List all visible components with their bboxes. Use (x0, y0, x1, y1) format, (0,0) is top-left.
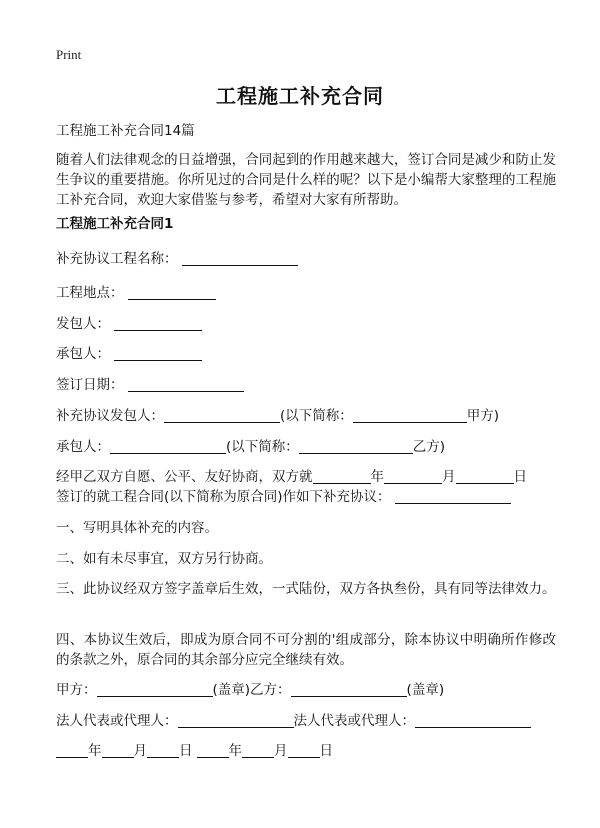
agreement-day-label: 日 (513, 469, 527, 485)
clause-3: 三、此协议经双方签字盖章后生效，一式陆份，双方各执叁份，具有同等法律效力。 (56, 581, 556, 597)
project-name-field (56, 249, 298, 269)
employer-abbr-label: (以下简称： (280, 408, 353, 424)
party-b-blank (291, 682, 407, 697)
employer-party-line (56, 406, 499, 426)
employer-abbr-blank (353, 408, 467, 423)
date-a-month-blank (102, 743, 134, 758)
agreement-year-label: 年 (370, 469, 384, 485)
date-b-month-label: 月 (274, 743, 288, 759)
contractor-abbr-label: (以下简称： (226, 439, 299, 455)
agreement-text-2: 签订的就工程合同(以下简称为原合同)作如下补充协议： (56, 489, 391, 505)
rep-a-blank (178, 713, 294, 728)
contractor-party-line (56, 437, 445, 457)
agreement-month-blank (384, 469, 442, 484)
date-b-year-label: 年 (228, 743, 242, 759)
location-label: 工程地点： (56, 285, 124, 301)
contractor-abbr-blank (299, 439, 413, 454)
sign-date-field (56, 375, 244, 395)
employer-party-blank (164, 408, 280, 423)
document-subtitle: 工程施工补充合同14篇 (56, 123, 195, 139)
date-b-year-blank (197, 743, 229, 758)
contractor-field (56, 344, 202, 364)
contractor-party-blank (110, 439, 226, 454)
agreement-year-blank (313, 469, 371, 484)
employer-role: 甲方) (466, 408, 500, 424)
date-a-day-label: 日 (179, 743, 193, 759)
agreement-line-1 (56, 467, 527, 487)
party-a-blank (97, 682, 213, 697)
contractor-label: 承包人： (56, 346, 110, 362)
employer-label: 发包人： (56, 316, 110, 332)
rep-b-label: 法人代表或代理人： (293, 713, 415, 729)
date-a-year-label: 年 (88, 743, 102, 759)
contractor-role: 乙方) (412, 439, 446, 455)
date-b-month-blank (242, 743, 274, 758)
date-a-year-blank (56, 743, 88, 758)
contractor-party-label: 承包人： (56, 439, 110, 455)
date-a-day-blank (147, 743, 179, 758)
project-name-blank (182, 251, 298, 266)
agreement-day-blank (456, 469, 514, 484)
signature-date-row (56, 741, 333, 761)
print-link[interactable]: Print (56, 47, 82, 62)
party-b-label: 乙方： (250, 682, 291, 698)
agreement-line-2 (56, 487, 511, 507)
rep-b-blank (415, 713, 531, 728)
date-a-month-label: 月 (133, 743, 147, 759)
project-name-label: 补充协议工程名称： (56, 251, 178, 267)
party-a-label: 甲方： (56, 682, 97, 698)
intro-paragraph: 随着人们法律观念的日益增强，合同起到的作用越来越大，签订合同是减少和防止发生争议的重要措施。你所见过的合同是什么样的呢？以下是小编帮大家整理的工程施工补充合同，欢迎大家借鉴与参考，希望对大家有所帮助。 (56, 152, 556, 208)
employer-blank (114, 316, 202, 331)
document-title: 工程施工补充合同 (216, 84, 384, 108)
employer-party-label: 补充协议发包人： (56, 408, 164, 424)
clause-2: 二、如有未尽事宜，双方另行协商。 (56, 551, 272, 567)
rep-a-label: 法人代表或代理人： (56, 713, 178, 729)
section-heading: 工程施工补充合同1 (56, 216, 174, 232)
employer-field (56, 314, 202, 334)
agreement-subject-blank (395, 489, 511, 504)
location-field (56, 283, 216, 303)
clause-1: 一、写明具体补充的内容。 (56, 520, 218, 536)
seal-a-label: (盖章) (212, 682, 251, 698)
date-b-day-blank (288, 743, 320, 758)
signature-rep-line (56, 711, 531, 731)
agreement-text: 经甲乙双方自愿、公平、友好协商，双方就 (56, 469, 313, 485)
sign-date-blank (128, 377, 244, 392)
agreement-month-label: 月 (442, 469, 456, 485)
signature-party-line (56, 680, 444, 700)
sign-date-label: 签订日期： (56, 377, 124, 393)
contractor-blank (114, 346, 202, 361)
seal-b-label: (盖章) (406, 682, 445, 698)
location-blank (128, 285, 216, 300)
date-b-day-label: 日 (319, 743, 333, 759)
clause-4: 四、本协议生效后，即成为原合同不可分割的'组成部分，除本协议中明确所作修改的条款之外，原合同的其余部分应完全继续有效。 (56, 632, 556, 668)
